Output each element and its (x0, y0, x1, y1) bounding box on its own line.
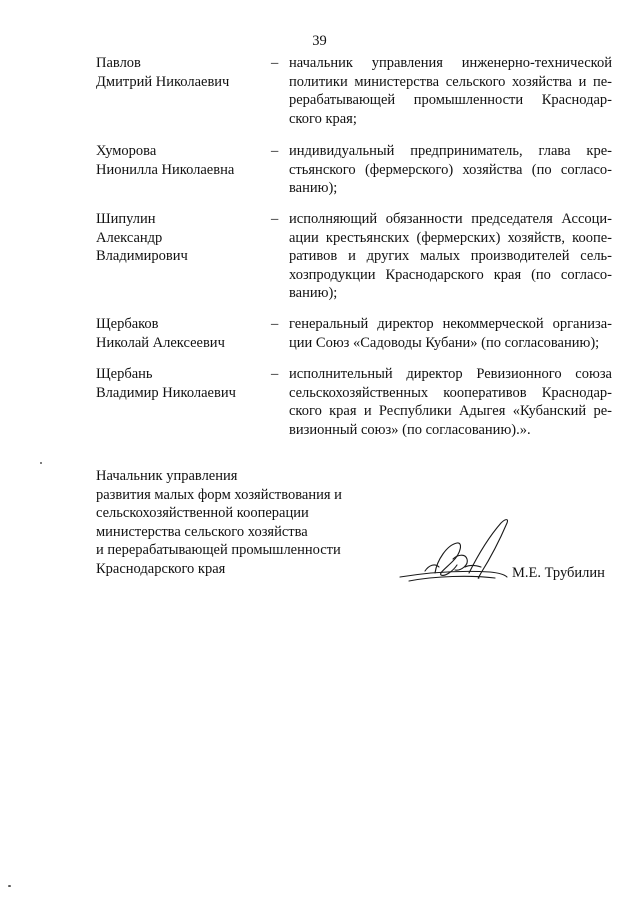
role-line: рерабатывающей промышленности Краснодар- (289, 92, 612, 108)
member-role (289, 315, 612, 352)
signatory-title-line: министерства сельского хозяйства (96, 523, 308, 540)
member-role (289, 365, 612, 439)
member-surname: Щербань (96, 366, 153, 382)
member-surname: Шипулин (96, 211, 156, 227)
role-line: ванию); (289, 285, 338, 301)
scan-speck (8, 885, 11, 887)
signatory-title-line: Краснодарского края (96, 560, 226, 577)
member-given-names: Дмитрий Николаевич (96, 73, 230, 90)
member-name (96, 142, 266, 179)
signatory-title-line: развития малых форм хозяйствования и (96, 486, 342, 503)
role-line: ации крестьянских (фермерских) хозяйств, коопе- (289, 229, 612, 246)
member-given-names: Александр (96, 229, 163, 246)
entry-dash: – (271, 366, 279, 382)
role-line: сельскохозяйственных кооперативов Краснодар- (289, 384, 612, 401)
role-line: исполняющий обязанности председателя Ассоци- (289, 211, 612, 227)
role-line: ского края и Республики Адыгея «Кубанский ре- (289, 403, 612, 419)
page-number: 39 (312, 33, 327, 49)
role-line: индивидуальный предприниматель, глава кре- (289, 143, 612, 159)
member-role (289, 210, 612, 303)
role-line: генеральный директор некоммерческой организа- (289, 316, 612, 332)
member-surname: Хуморова (96, 143, 157, 159)
role-line: начальник управления инженерно-технической (289, 55, 612, 71)
member-name (96, 54, 266, 91)
member-given-names: Владимир Николаевич (96, 384, 236, 401)
member-surname: Павлов (96, 55, 141, 71)
member-given-names: Николай Алексеевич (96, 334, 225, 351)
member-name (96, 315, 266, 352)
member-given-names: Нионилла Николаевна (96, 161, 235, 178)
role-line: исполнительный директор Ревизионного союза (289, 366, 612, 382)
signatory-title (96, 467, 396, 578)
member-name (96, 210, 266, 266)
signatory-title-line: и перерабатывающей промышленности (96, 542, 341, 558)
member-surname: Щербаков (96, 316, 159, 332)
role-line: визионный союз» (по согласованию).». (289, 421, 531, 438)
role-line: хозпродукции Краснодарского края (по согласо- (289, 266, 612, 283)
entry-dash: – (271, 316, 279, 332)
member-role (289, 142, 612, 198)
role-line: ции Союз «Садоводы Кубани» (по согласованию); (289, 334, 600, 351)
entry-dash: – (271, 211, 279, 227)
role-line: стьянского (фермерского) хозяйства (по согласо- (289, 161, 612, 178)
entry-dash: – (271, 143, 279, 159)
signatory-title-line: сельскохозяйственной кооперации (96, 505, 309, 521)
scan-speck (40, 462, 42, 464)
signatory-title-line: Начальник управления (96, 468, 238, 484)
role-line: ского края; (289, 110, 357, 127)
role-line: политики министерства сельского хозяйства и пе- (289, 73, 612, 90)
role-line: ративов и других малых производителей сель- (289, 248, 612, 264)
signer-name: М.Е. Трубилин (512, 565, 605, 581)
role-line: ванию); (289, 180, 338, 196)
handwritten-signature (395, 515, 525, 590)
member-patronymic: Владимирович (96, 248, 188, 264)
member-role (289, 54, 612, 128)
entry-dash: – (271, 55, 279, 71)
member-name (96, 365, 266, 402)
